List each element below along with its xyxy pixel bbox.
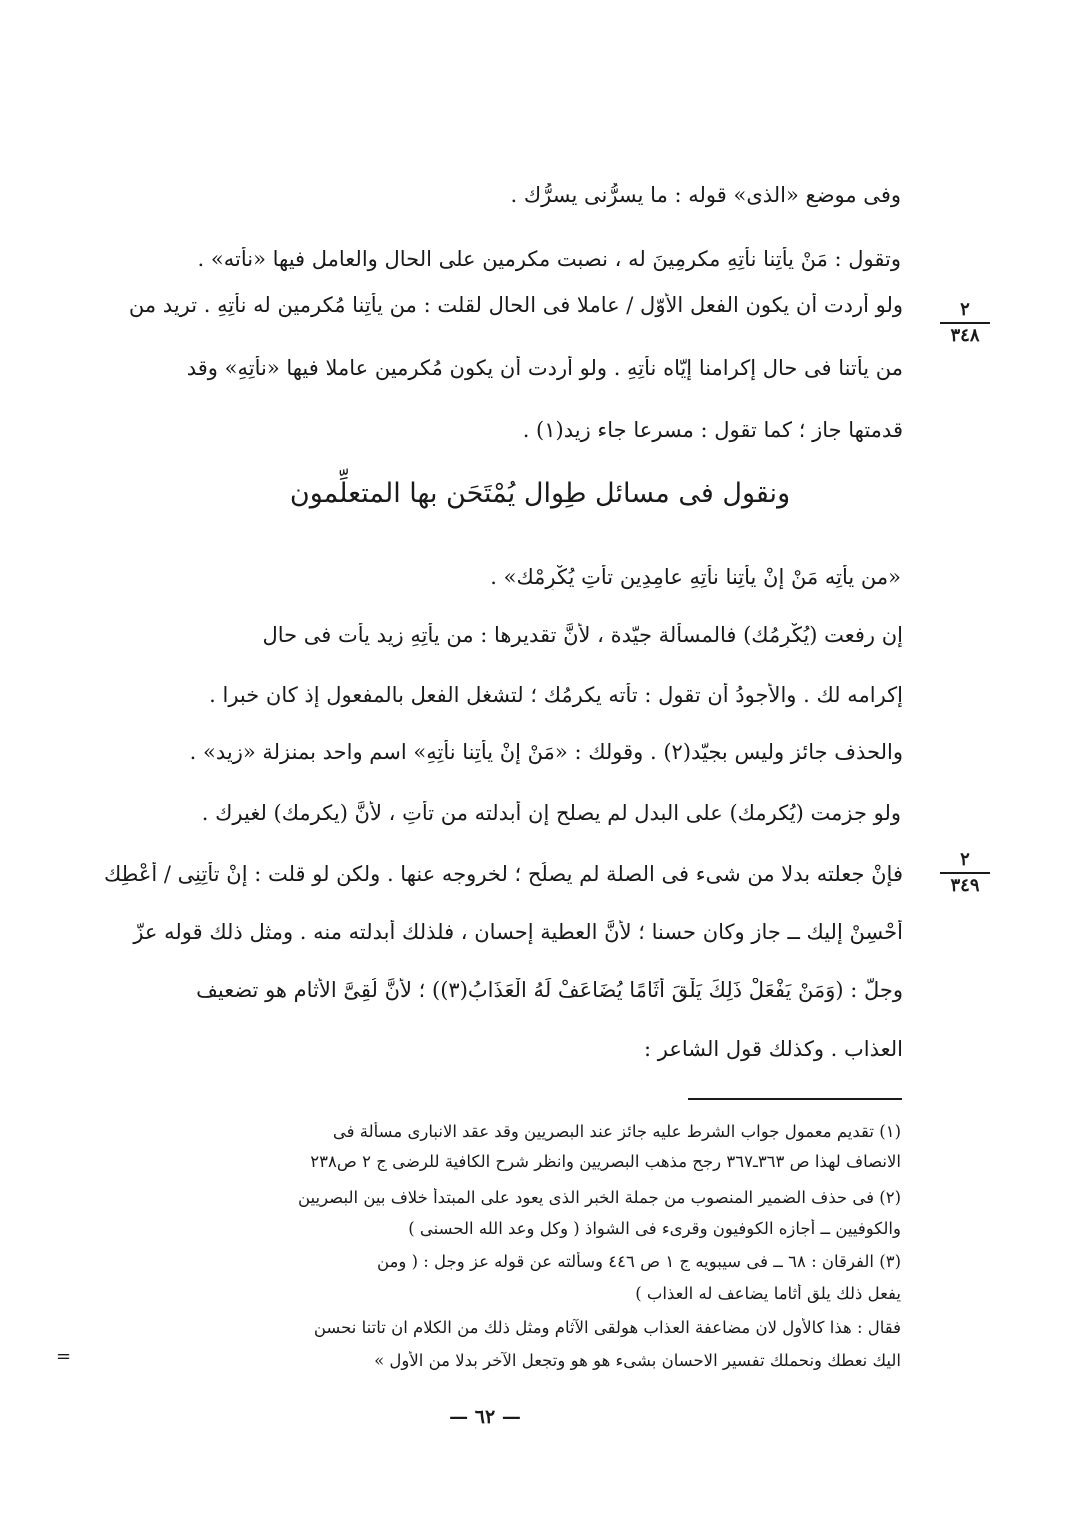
margin-ref-number: ٢ <box>940 850 990 874</box>
footnote-line: اليك نعطك ونحملك تفسير الاحسان بشىء هو هو وتجعل الآخر بدلا من الأول » <box>374 1351 901 1370</box>
footnote-line: (٢) فى حذف الضمير المنصوب من جملة الخبر الذى يعود على المبتدأ خلاف بين البصريين <box>297 1188 901 1207</box>
body-line: من يأتنا فى حال إكرامنا إيّاه نأتِهِ . ولو أردت أن يكون مُكرمين عاملا فيها «نأتِهِ» وقد <box>186 356 903 380</box>
body-line: ولو أردت أن يكون الفعل الأوّل / عاملا فى الحال لقلت : من يأتِنا مُكرمين له نأتِهِ . تريد من <box>128 293 903 317</box>
margin-ref-page: ٣٤٨ <box>950 324 980 346</box>
margin-ref-page: ٣٤٩ <box>950 874 980 896</box>
body-line: العذاب . وكذلك قول الشاعر : <box>643 1037 903 1061</box>
body-line: إكرامه لك . والأجودُ أن تقول : تأته يكرمُك ؛ لتشغل الفعل بالمفعول إذ كان خبرا . <box>209 683 903 707</box>
margin-page-ref <box>940 850 990 896</box>
footnote-line: (٣) الفرقان : ٦٨ ــ فى سيبويه ج ١ ص ٤٤٦ وسألته عن قوله عز وجل : ( ومن <box>376 1252 901 1271</box>
footnote-line: الانصاف لهذا ص ٣٦٣ـ٣٦٧ رجح مذهب البصريين وانظر شرح الكافية للرضى ج ٢ ص٢٣٨ <box>310 1152 901 1171</box>
margin-page-ref <box>940 300 990 346</box>
body-line: إن رفعت (يُكْرِمُك) فالمسألة جيّدة ، لأنَّ تقديرها : من يأتِهِ زيد يأت فى حال <box>262 623 903 647</box>
body-line: ولو جزمت (يُكرمك) على البدل لم يصلح إن أبدلته من تأتِ ، لأنَّ (يكرمك) لغيرك . <box>201 801 901 825</box>
body-line: وفى موضع «الذى» قوله : ما يسرُّنى يسرُّك . <box>510 183 901 207</box>
body-line: فإنْ جعلته بدلا من شىء فى الصلة لم يصلُح ؛ لخروجه عنها . ولكن لو قلت : إنْ تأتِنِى / أُعْطِك <box>103 862 903 886</box>
body-line: وجلّ : (وَمَنْ يَفْعَلْ ذَلِكَ يَلْقَ أَثَامًا يُضَاعَفْ لَهُ الْعَذَابُ(٣)) ؛ لأنَّ لُقِىَّ الأثام هو تضعيف <box>196 978 903 1002</box>
body-line: أُحْسِنْ إليك ــ جاز وكان حسنا ؛ لأنَّ العطية إحسان ، فلذلك أبدلته منه . ومثل ذلك قوله عزّ <box>133 920 903 944</box>
footnote-line: فقال : هذا كالأول لان مضاعفة العذاب هولقى الآثام ومثل ذلك من الكلام ان تاتنا نحسن <box>313 1318 901 1337</box>
page-number: — ٦٢ — <box>449 1406 521 1428</box>
footnote-separator <box>688 1098 902 1100</box>
body-line: وتقول : مَنْ يأتِنا نأتِهِ مكرمِينَ له ، نصبت مكرمين على الحال والعامل فيها «نأته» . <box>197 247 901 271</box>
margin-ref-number: ٢ <box>940 300 990 324</box>
section-heading: ونقول فى مسائل طِوال يُمْتَحَن بها المتعلِّمون <box>289 478 791 509</box>
footnote-line: (١) تقديم معمول جواب الشرط عليه جائز عند البصريين وقد عقد الانبارى مسألة فى <box>332 1122 901 1141</box>
margin-mark: = <box>56 1346 72 1367</box>
footnote-line: والكوفيين ــ أجازه الكوفيون وقرىء فى الشواذ ( وكل وعد الله الحسنى ) <box>408 1219 901 1238</box>
body-line: والحذف جائز وليس بجيّد(٢) . وقولك : «مَنْ إنْ يأتِنا نأتِهِ» اسم واحد بمنزلة «زيد» . <box>189 740 903 764</box>
body-line: قدمتها جاز ؛ كما تقول : مسرعا جاء زيد(١) . <box>522 418 903 442</box>
body-line: «من يأتِه مَنْ إنْ يأتِنا نأتِهِ عامِدِين تأتِ يُكْرِمْك» . <box>490 565 901 589</box>
footnote-line: يفعل ذلك يلق أثاما يضاعف له العذاب ) <box>635 1284 901 1303</box>
